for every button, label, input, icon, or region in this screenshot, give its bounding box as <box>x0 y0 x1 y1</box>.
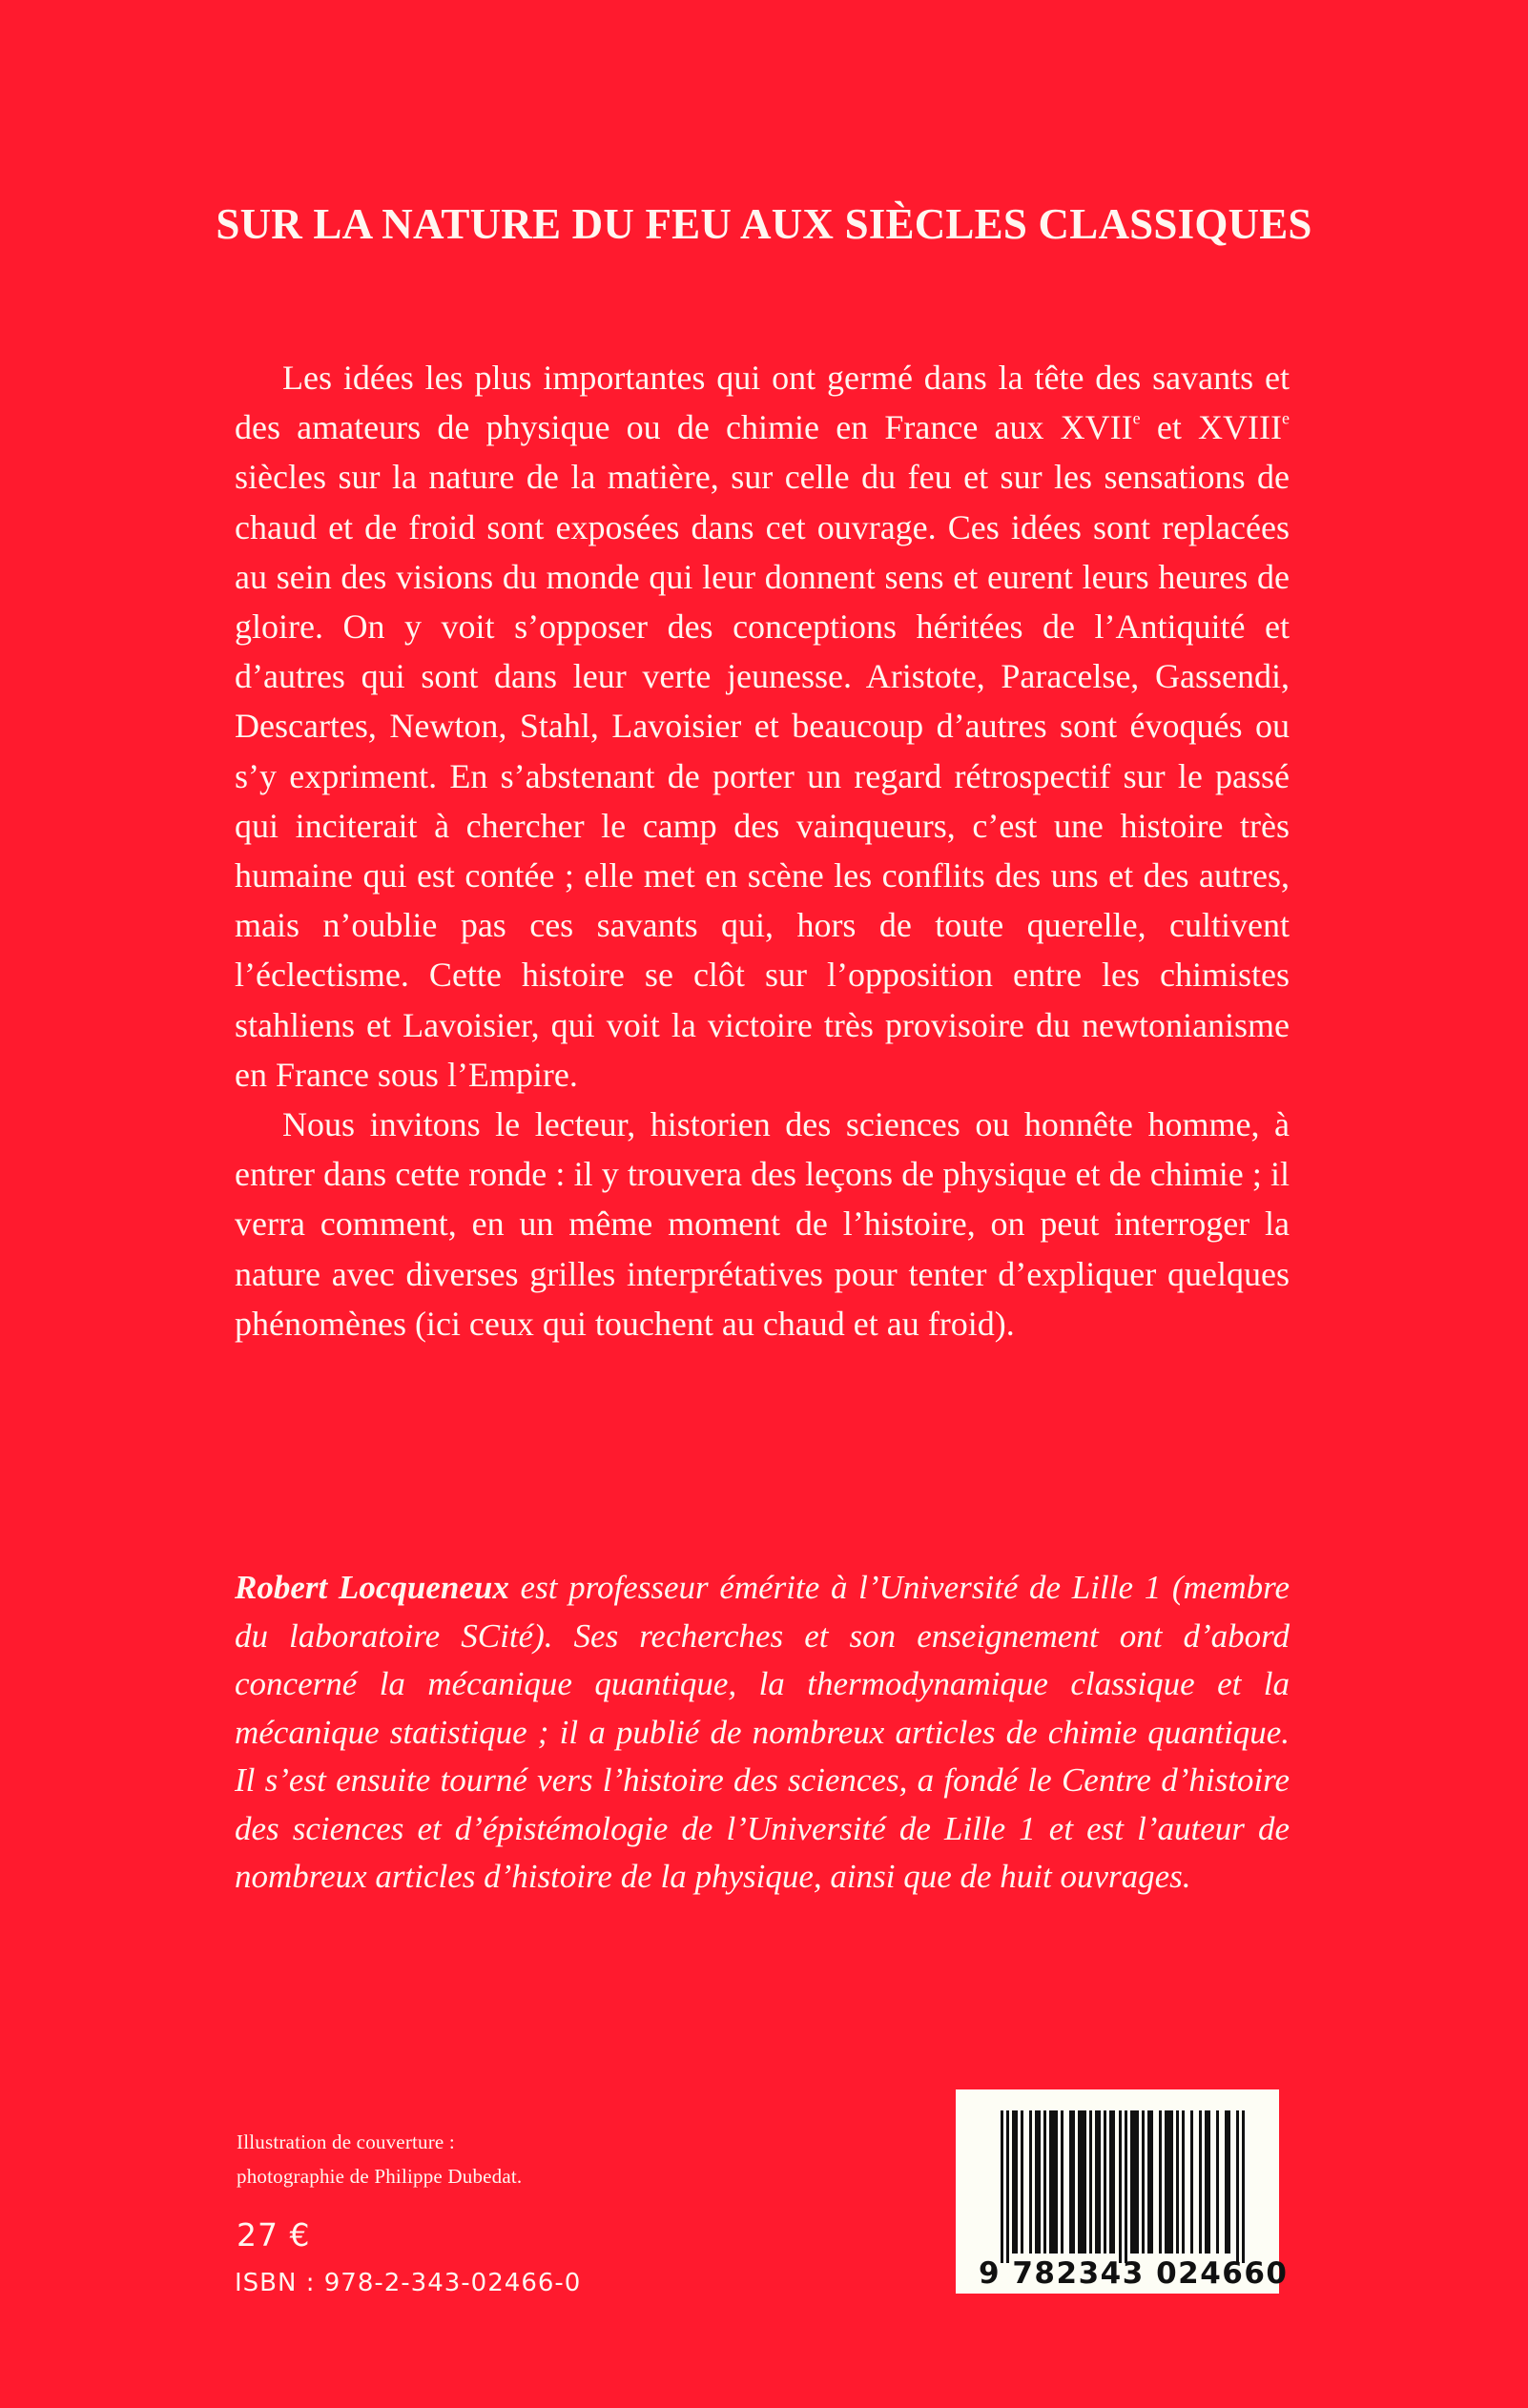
superscript-e: e <box>1282 408 1290 428</box>
price: 27 € <box>237 2216 311 2254</box>
credit-line-1: Illustration de couverture : <box>237 2130 455 2153</box>
summary-p1-text-b: et XVIII <box>1140 408 1282 447</box>
author-bio-text: est professeur émérite à l’Université de Lille 1 (membre du laboratoire SCité). Ses recherches et son enseignement ont d’abord concerné la mécanique quantique, la thermodynamique classique et la mécanique statistique ; il a publié de nombreux articles de chimie quantique. Il s’est ensuite tourné vers l’histoire des sciences, a fondé le Centre d’histoire des sciences et d’épistémologie de l’Université de Lille 1 et est l’auteur de nombreux articles d’histoire de la physique, ainsi que de huit ouvrages. <box>235 1569 1290 1895</box>
author-bio-paragraph <box>235 1564 1290 1902</box>
book-title: SUR LA NATURE DU FEU AUX SIÈCLES CLASSIQUES <box>216 200 1312 248</box>
credit-line-2: photographie de Philippe Dubedat. <box>237 2165 523 2188</box>
superscript-e: e <box>1132 408 1141 428</box>
summary-paragraph-2: Nous invitons le lecteur, historien des sciences ou honnête homme, à entrer dans cette ronde : il y trouvera des leçons de physique et de chimie ; il verra comment, en un même moment de l’histoire, on peut interroger la nature avec diverses grilles interprétatives pour tenter d’expliquer quelques phénomènes (ici ceux qui touchent au chaud et au froid). <box>235 1105 1290 1343</box>
isbn: ISBN : 978-2-343-02466-0 <box>235 2269 582 2297</box>
barcode-digits: 9 782343 024660 <box>979 2256 1289 2291</box>
barcode <box>956 2089 1289 2294</box>
summary-p1-text-c: siècles sur la nature de la matière, sur celle du feu et sur les sensations de chaud et de froid sont exposées dans cet ouvrage. Ces idées sont replacées au sein des visions du monde qui leur donnent sens et eurent leurs heures de gloire. On y voit s’opposer des conceptions héritées de l’Antiquité et d’autres qui sont dans leur verte jeunesse. Aristote, Paracelse, Gassendi, Descartes, Newton, Stahl, Lavoisier et beaucoup d’autres sont évoqués ou s’y expriment. En s’abstenant de porter un regard rétrospectif sur le passé qui inciterait à chercher le camp des vainqueurs, c’est une histoire très humaine qui est contée ; elle met en scène les conflits des uns et des autres, mais n’oublie pas ces savants qui, hors de toute querelle, cultivent l’éclectisme. Cette histoire se clôt sur l’opposition entre les chimistes stahliens et Lavoisier, qui voit la victoire très provisoire du newtonianisme en France sous l’Empire. <box>235 458 1290 1094</box>
barcode-bars-icon <box>1001 2110 1245 2263</box>
author-bio <box>235 1564 1290 1902</box>
summary-p1-text-a: Les idées les plus importantes qui ont germé dans la tête des savants et des amateurs de physique ou de chimie en France aux XVII <box>235 359 1290 447</box>
summary-paragraph-1 <box>235 353 1290 1100</box>
cover-illustration-credit <box>237 2125 522 2193</box>
back-cover-summary <box>235 353 1290 1348</box>
author-name: Robert Locqueneux <box>235 1569 509 1606</box>
